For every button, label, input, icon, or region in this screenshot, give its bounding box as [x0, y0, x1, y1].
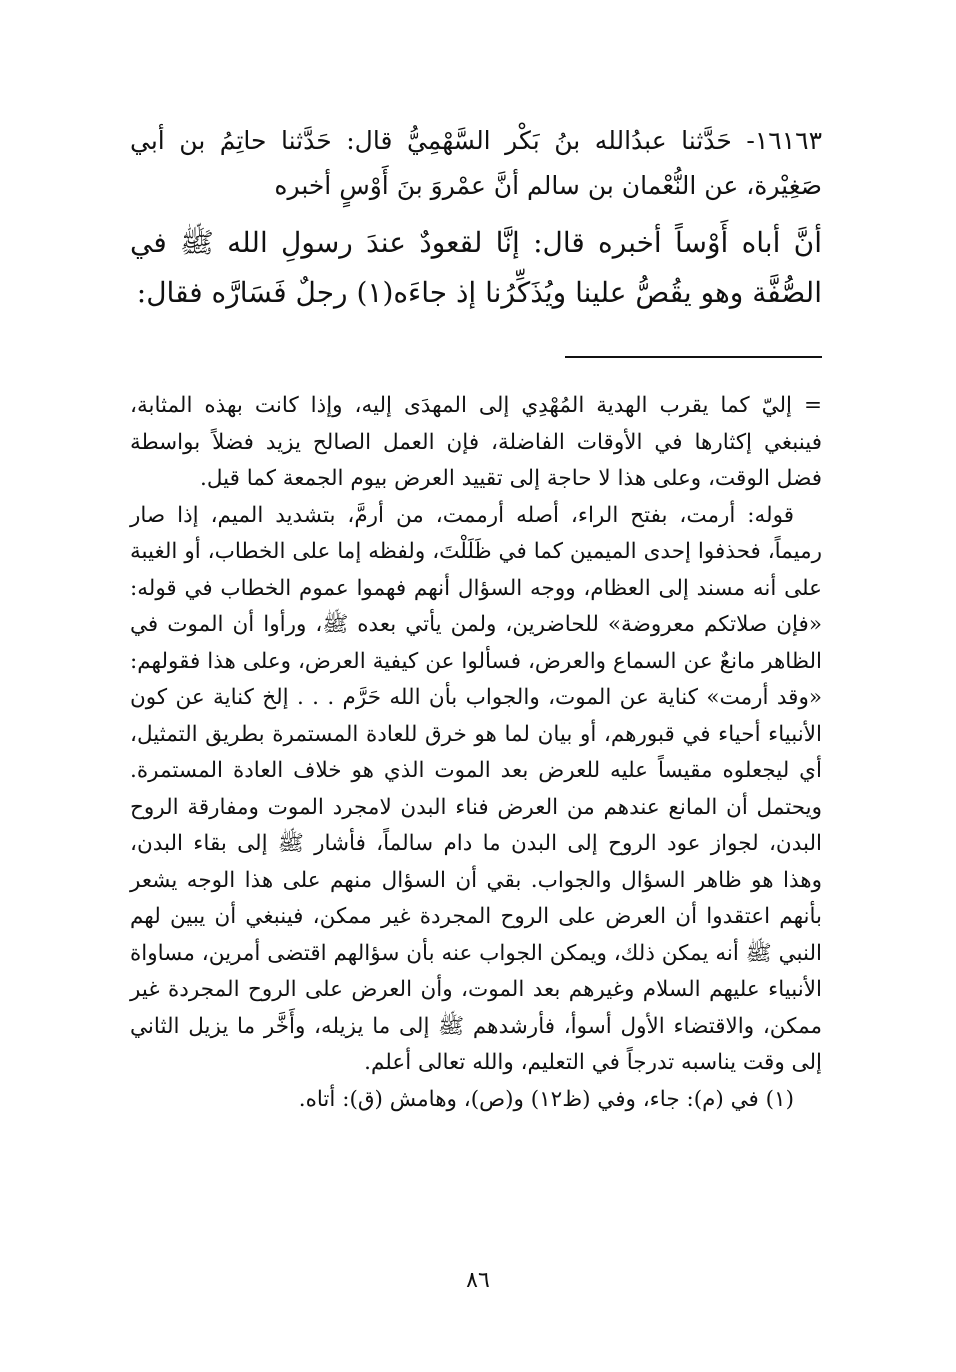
footnote: (١) في (م): جاء، وفي (ظ١٢) و(ص)، وهامش (ق): أتاه. [298, 1086, 794, 1112]
footnote-separator [565, 356, 822, 358]
commentary-paragraph-2: قوله: أرمت، بفتح الراء، أصله أرممت، من أرمَّ، بتشديد الميم، إذا صار رميماً، فحذفوا إحدى الميمين كما في ظَلَلْتَ، ولفظه إما على الخطاب، أو الغيبة على أنه مسند إلى العظام، ووجه السؤال أنهم فهموا عموم الخطاب في قوله: «فإن صلاتكم معروضة» للحاضرين، ولمن يأتي بعده ﷺ، ورأوا أن الموت في الظاهر مانعٌ عن السماع والعرض، فسألوا عن كيفية العرض، وعلى هذا فقولهم: «وقد أرمت» كناية عن الموت، والجواب بأن الله حَرَّم . . . إلخ كناية عن كون الأنبياء أحياء في قبورهم، أو بيان لما هو خرق للعادة المستمرة بطريق التمثيل، أي ليجعلوه مقيساً عليه للعرض بعد الموت الذي هو خلاف العادة المستمرة. ويحتمل أن المانع عندهم من العرض فناء البدن لامجرد الموت ومفارقة الروح البدن، لجواز عود الروح إلى البدن ما دام سالماً، فأشار ﷺ إلى بقاء البدن، وهذا هو ظاهر السؤال والجواب. بقي أن السؤال منهم على هذا الوجه يشعر بأنهم اعتقدوا أن العرض على الروح المجردة غير ممكن، فينبغي أن يبين لهم النبي ﷺ أنه يمكن ذلك، ويمكن الجواب عنه بأن سؤالهم اقتضى أمرين، مساواة الأنبياء عليهم السلام وغيرهم بعد الموت، وأن العرض على الروح المجردة غير ممكن، والاقتضاء الأول أسوأ، فأرشدهم ﷺ إلى ما يزيله، وأَخَّر ما يزيل الثاني إلى وقت يناسبه تدرجاً في التعليم، والله تعالى أعلم. [130, 502, 822, 1075]
page-number: ٨٦ [466, 1268, 490, 1293]
commentary-block [130, 388, 822, 1118]
hadith-matn: أنَّ أباه أَوْساً أخبره قال: إنَّا لقعودٌ عندَ رسولِ الله ﷺ في الصُّفَّة وهو يقُصُّ علينا ويُذَكِّرُنا إذ جاءَه(١) رجلٌ فَسَارَّه فقال: [130, 226, 822, 309]
hadith-chain: ١٦١٦٣- حَدَّثنا عبدُالله بنُ بَكْر السَّهْمِيُّ قال: حَدَّثنا حاتِمُ بن أبي صَغِيْرة، عن النُّعْمان بن سالم أنَّ عمْروَ بنَ أَوْسٍ أخبره [130, 126, 822, 200]
commentary-paragraph-1: = إليّ كما يقرب الهدية المُهْدِي إلى المهدَى إليه، وإذا كانت بهذه المثابة، فينبغي إكثارها في الأوقات الفاضلة، فإن العمل الصالح يزيد فضلاً بواسطة فضل الوقت، وعلى هذا لا حاجة إلى تقييد العرض بيوم الجمعة كما قيل. [130, 393, 822, 491]
main-text-block [130, 118, 822, 318]
